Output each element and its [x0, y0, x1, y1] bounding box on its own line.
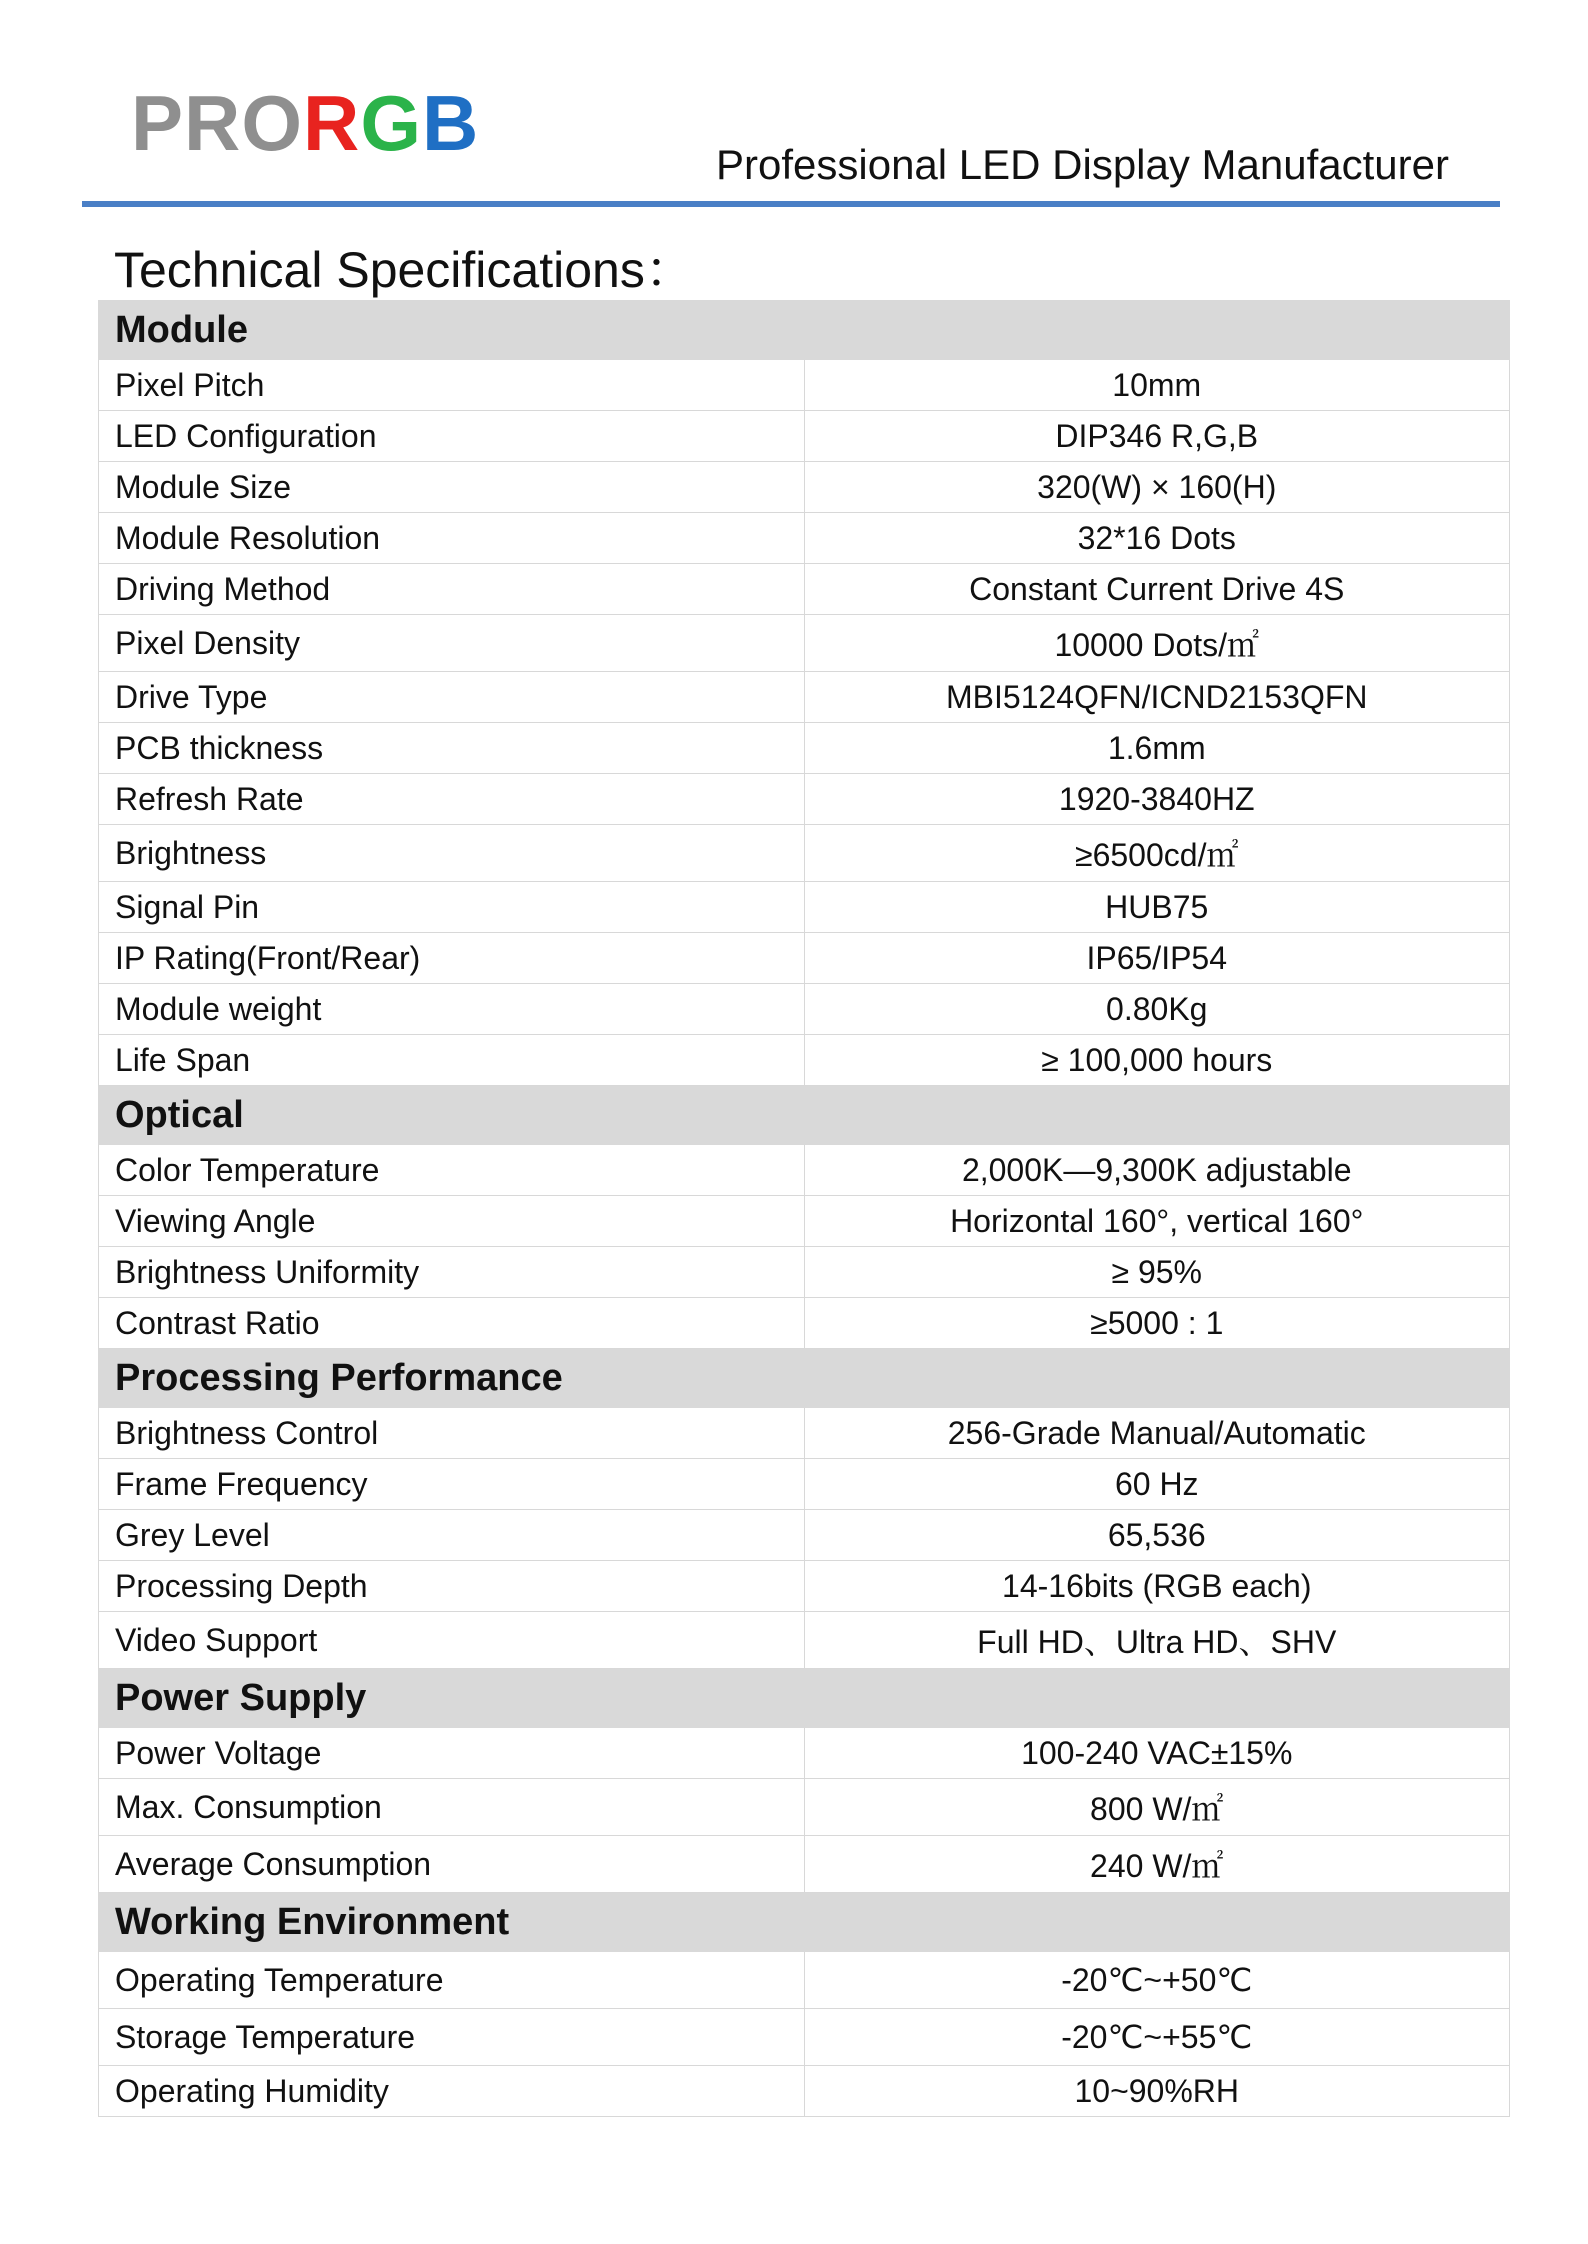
spec-value: 320(W) × 160(H)	[804, 462, 1510, 513]
spec-label: Processing Depth	[99, 1561, 805, 1612]
spec-label: IP Rating(Front/Rear)	[99, 933, 805, 984]
spec-value: Constant Current Drive 4S	[804, 564, 1510, 615]
spec-row	[99, 1728, 1510, 1779]
spec-row	[99, 672, 1510, 723]
spec-value: 32*16 Dots	[804, 513, 1510, 564]
spec-value: -20℃~+55℃	[804, 2009, 1510, 2066]
spec-label: Signal Pin	[99, 882, 805, 933]
spec-row	[99, 723, 1510, 774]
spec-row	[99, 1612, 1510, 1669]
spec-row	[99, 1459, 1510, 1510]
spec-value: Full HD、Ultra HD、SHV	[804, 1612, 1510, 1669]
spec-label: Color Temperature	[99, 1145, 805, 1196]
spec-label: Power Voltage	[99, 1728, 805, 1779]
section-header	[99, 1086, 1510, 1145]
spec-row	[99, 1836, 1510, 1893]
spec-value: 800 W/㎡	[804, 1779, 1510, 1836]
spec-row	[99, 1145, 1510, 1196]
spec-row	[99, 615, 1510, 672]
spec-value: ≥ 100,000 hours	[804, 1035, 1510, 1086]
spec-table	[98, 300, 1510, 2117]
spec-value: IP65/IP54	[804, 933, 1510, 984]
spec-value: 65,536	[804, 1510, 1510, 1561]
logo-pro: PRO	[131, 79, 304, 167]
spec-value: 0.80Kg	[804, 984, 1510, 1035]
spec-value: 60 Hz	[804, 1459, 1510, 1510]
spec-value: 1.6mm	[804, 723, 1510, 774]
spec-label: Storage Temperature	[99, 2009, 805, 2066]
section-title: Power Supply	[99, 1669, 1510, 1728]
spec-label: Operating Humidity	[99, 2066, 805, 2117]
spec-row	[99, 513, 1510, 564]
spec-row	[99, 1779, 1510, 1836]
spec-label: Module Resolution	[99, 513, 805, 564]
spec-row	[99, 984, 1510, 1035]
logo-b: B	[422, 79, 480, 167]
section-title: Processing Performance	[99, 1349, 1510, 1408]
spec-label: Max. Consumption	[99, 1779, 805, 1836]
spec-value: ≥6500cd/㎡	[804, 825, 1510, 882]
spec-label: Drive Type	[99, 672, 805, 723]
spec-label: Viewing Angle	[99, 1196, 805, 1247]
logo-r: R	[303, 79, 361, 167]
spec-row	[99, 2009, 1510, 2066]
page-title: Technical Specifications：	[114, 242, 695, 298]
brand-logo	[131, 78, 479, 168]
spec-value: -20℃~+50℃	[804, 1952, 1510, 2009]
spec-label: Brightness Uniformity	[99, 1247, 805, 1298]
spec-label: Module Size	[99, 462, 805, 513]
spec-value: 10~90%RH	[804, 2066, 1510, 2117]
spec-row	[99, 882, 1510, 933]
spec-label: LED Configuration	[99, 411, 805, 462]
spec-label: Pixel Density	[99, 615, 805, 672]
section-header	[99, 1669, 1510, 1728]
spec-row	[99, 1408, 1510, 1459]
spec-row	[99, 360, 1510, 411]
spec-row	[99, 1298, 1510, 1349]
spec-row	[99, 2066, 1510, 2117]
spec-label: Refresh Rate	[99, 774, 805, 825]
spec-row	[99, 933, 1510, 984]
spec-value: DIP346 R,G,B	[804, 411, 1510, 462]
spec-value: 14-16bits (RGB each)	[804, 1561, 1510, 1612]
spec-label: PCB thickness	[99, 723, 805, 774]
section-header	[99, 1893, 1510, 1952]
spec-row	[99, 1196, 1510, 1247]
spec-label: Video Support	[99, 1612, 805, 1669]
spec-value: 100-240 VAC±15%	[804, 1728, 1510, 1779]
spec-value: ≥ 95%	[804, 1247, 1510, 1298]
spec-row	[99, 1510, 1510, 1561]
section-title: Optical	[99, 1086, 1510, 1145]
spec-value: 240 W/㎡	[804, 1836, 1510, 1893]
spec-row	[99, 564, 1510, 615]
spec-value: MBI5124QFN/ICND2153QFN	[804, 672, 1510, 723]
spec-label: Life Span	[99, 1035, 805, 1086]
spec-row	[99, 411, 1510, 462]
spec-label: Operating Temperature	[99, 1952, 805, 2009]
spec-row	[99, 1035, 1510, 1086]
spec-row	[99, 1952, 1510, 2009]
spec-value: 256-Grade Manual/Automatic	[804, 1408, 1510, 1459]
section-title: Module	[99, 301, 1510, 360]
spec-value: 10000 Dots/㎡	[804, 615, 1510, 672]
spec-label: Contrast Ratio	[99, 1298, 805, 1349]
spec-label: Module weight	[99, 984, 805, 1035]
spec-label: Grey Level	[99, 1510, 805, 1561]
section-title: Working Environment	[99, 1893, 1510, 1952]
spec-value: 2,000K—9,300K adjustable	[804, 1145, 1510, 1196]
spec-label: Brightness	[99, 825, 805, 882]
spec-value: HUB75	[804, 882, 1510, 933]
spec-value: 10mm	[804, 360, 1510, 411]
spec-value: ≥5000 : 1	[804, 1298, 1510, 1349]
spec-row	[99, 1247, 1510, 1298]
spec-value: 1920-3840HZ	[804, 774, 1510, 825]
section-header	[99, 1349, 1510, 1408]
header-divider	[82, 201, 1500, 207]
spec-row	[99, 1561, 1510, 1612]
section-header	[99, 301, 1510, 360]
spec-label: Brightness Control	[99, 1408, 805, 1459]
spec-row	[99, 825, 1510, 882]
spec-label: Frame Frequency	[99, 1459, 805, 1510]
spec-label: Average Consumption	[99, 1836, 805, 1893]
spec-label: Pixel Pitch	[99, 360, 805, 411]
logo-g: G	[360, 79, 423, 167]
spec-value: Horizontal 160°, vertical 160°	[804, 1196, 1510, 1247]
spec-row	[99, 462, 1510, 513]
header-tagline: Professional LED Display Manufacturer	[716, 141, 1449, 188]
spec-row	[99, 774, 1510, 825]
spec-label: Driving Method	[99, 564, 805, 615]
